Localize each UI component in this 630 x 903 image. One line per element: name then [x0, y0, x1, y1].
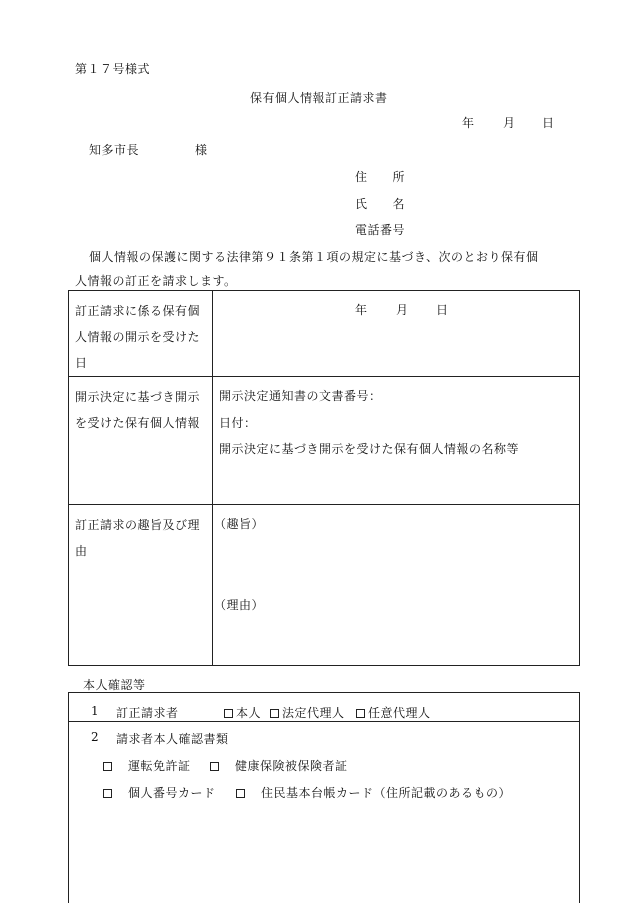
checkbox-icon	[103, 789, 112, 798]
intro-line-2: 人情報の訂正を請求します。	[75, 274, 237, 288]
disclosed-info-field[interactable]	[219, 377, 573, 505]
notice-date-label: 日付：	[219, 416, 257, 430]
table-row-purpose-reason	[69, 505, 579, 665]
purpose-reason-field[interactable]	[214, 505, 573, 665]
requester-name-label: 氏 名	[355, 197, 406, 211]
document-title: 保有個人情報訂正請求書	[250, 91, 388, 105]
table-row-disclosed-info	[69, 377, 579, 505]
purpose-label: （趣旨）	[214, 517, 265, 531]
date-year: 年	[462, 116, 475, 130]
checkbox-icon	[356, 709, 365, 718]
option-voluntary-agent[interactable]: 任意代理人	[356, 704, 431, 721]
option-health-insurance-card[interactable]: 健康保険被保険者証	[210, 757, 348, 774]
disclosure-date-field[interactable]	[219, 291, 573, 377]
addressee-name: 知多市長	[89, 143, 140, 157]
addressee-honorific: 様	[195, 143, 208, 157]
form-number: 第１７号様式	[75, 62, 151, 76]
requester-type-row	[69, 693, 579, 722]
disclosed-info-name-label: 開示決定に基づき開示を受けた保有個人情報の名称等	[219, 442, 520, 456]
option-my-number-card[interactable]: 個人番号カード	[103, 784, 216, 801]
identity-heading: 本人確認等	[83, 678, 146, 692]
disclosure-date-day: 日	[436, 303, 449, 317]
id-documents-number: 2	[91, 730, 100, 744]
identity-box	[68, 692, 580, 903]
disclosed-info-label: 開示決定に基づき開示を受けた保有個人情報	[69, 377, 213, 504]
id-documents-label: 請求者本人確認書類	[116, 732, 229, 746]
checkbox-icon	[236, 789, 245, 798]
requester-phone-label: 電話番号	[355, 223, 406, 237]
purpose-reason-label: 訂正請求の趣旨及び理由	[69, 505, 213, 665]
checkbox-icon	[270, 709, 279, 718]
checkbox-icon	[103, 762, 112, 771]
requester-type-number: 1	[91, 704, 100, 718]
option-legal-representative[interactable]: 法定代理人	[270, 704, 345, 721]
disclosure-date-label: 訂正請求に係る保有個人情報の開示を受けた日	[69, 291, 213, 376]
notice-document-number-label: 開示決定通知書の文書番号：	[219, 389, 382, 403]
option-self[interactable]: 本人	[224, 704, 261, 721]
date-day: 日	[542, 116, 555, 130]
option-drivers-license[interactable]: 運転免許証	[103, 757, 191, 774]
intro-line-1: 個人情報の保護に関する法律第９１条第１項の規定に基づき、次のとおり保有個	[89, 250, 539, 264]
request-table	[68, 290, 580, 666]
reason-label: （理由）	[214, 598, 265, 612]
option-resident-registry-card[interactable]: 住民基本台帳カード（住所記載のあるもの）	[236, 784, 511, 801]
requester-address-label: 住 所	[355, 170, 406, 184]
disclosure-date-year: 年	[355, 303, 368, 317]
date-month: 月	[503, 116, 516, 130]
checkbox-icon	[224, 709, 233, 718]
checkbox-icon	[210, 762, 219, 771]
disclosure-date-month: 月	[396, 303, 409, 317]
requester-type-label: 訂正請求者	[116, 706, 179, 720]
table-row-disclosure-date	[69, 291, 579, 377]
